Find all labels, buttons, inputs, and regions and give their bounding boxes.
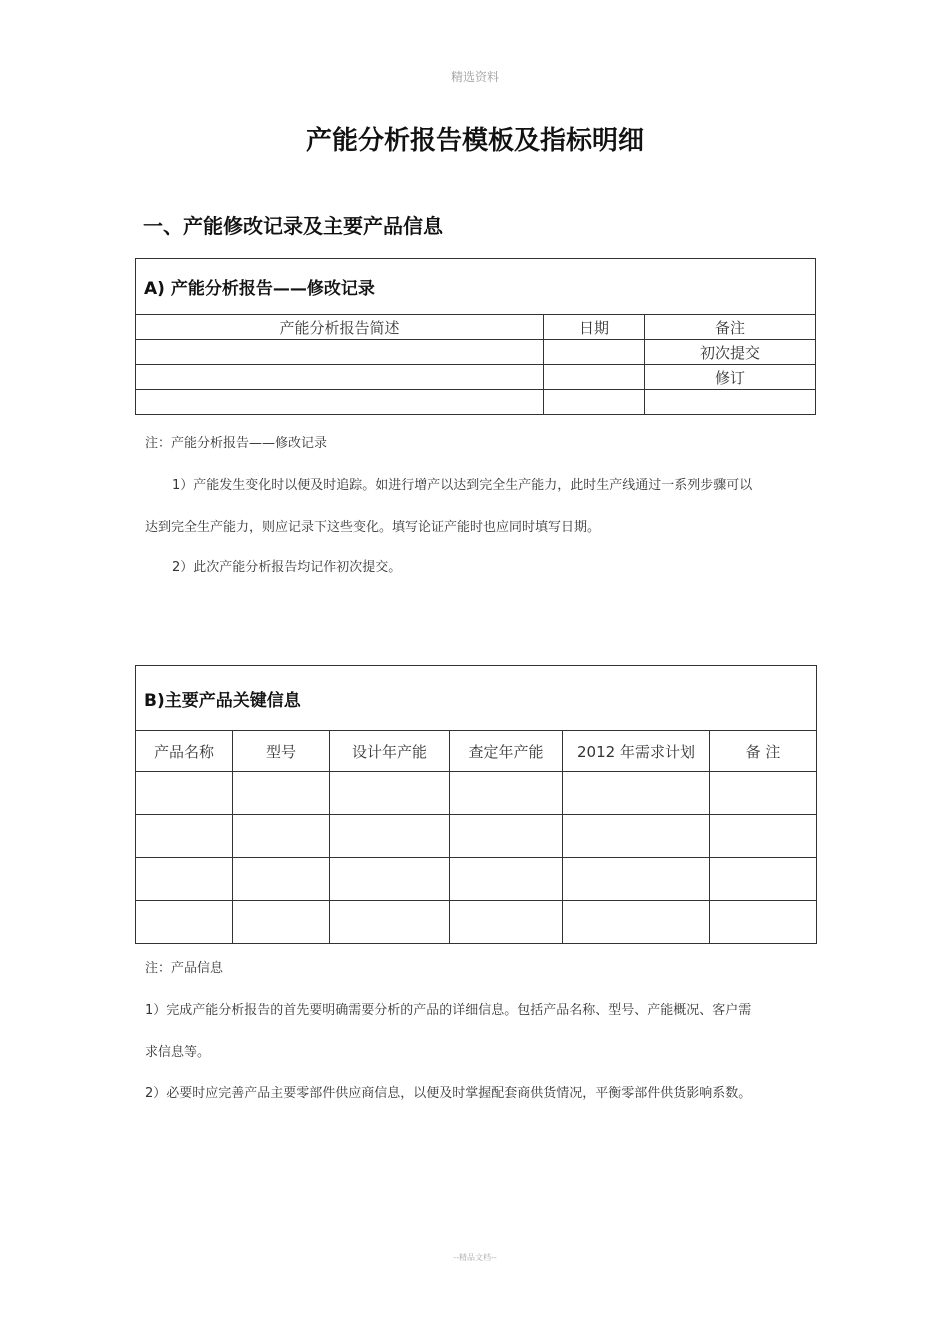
table-cell [450,858,563,901]
table-cell [563,815,710,858]
note-item-continued: 达到完全生产能力，则应记录下这些变化。填写论证产能时也应同时填写日期。 [145,520,601,535]
table-header-row [136,731,817,772]
note-item: 1）完成产能分析报告的首先要明确需要分析的产品的详细信息。包括产品名称、型号、产能概况、客户需 [145,1003,752,1018]
table-cell [645,390,816,415]
table-cell [233,815,330,858]
page-footer: --精品文档-- [453,1253,497,1262]
table-cell [330,772,450,815]
column-header: 产品名称 [136,731,233,772]
table-row [136,815,817,858]
table-cell [233,858,330,901]
column-header: 型号 [233,731,330,772]
column-header: 备 注 [710,731,817,772]
table-cell [136,858,233,901]
table-cell [136,772,233,815]
table-cell [136,390,544,415]
column-header: 查定年产能 [450,731,563,772]
note-item-continued: 求信息等。 [145,1045,211,1060]
revision-record-table [135,258,816,415]
table-cell [233,772,330,815]
table-cell [450,815,563,858]
product-info-table [135,665,817,944]
table-cell: 修订 [645,365,816,390]
table-cell [330,815,450,858]
table-cell [450,901,563,944]
table-header-row [136,315,816,340]
table-row [136,390,816,415]
section-heading: 一、产能修改记录及主要产品信息 [143,214,443,238]
table-caption: B)主要产品关键信息 [136,666,817,731]
table-row [136,901,817,944]
table-cell [710,815,817,858]
table-cell [563,772,710,815]
table-cell: 初次提交 [645,340,816,365]
table-cell [136,901,233,944]
table-cell [544,365,645,390]
table-cell [710,858,817,901]
table-cell [450,772,563,815]
table-row [136,365,816,390]
document-title: 产能分析报告模板及指标明细 [305,126,644,156]
table-cell [330,858,450,901]
column-header: 备注 [645,315,816,340]
table-cell [710,901,817,944]
table-cell [136,365,544,390]
table-caption: A) 产能分析报告——修改记录 [136,259,816,315]
table-cell [563,858,710,901]
table-row [136,858,817,901]
note-item: 2）必要时应完善产品主要零部件供应商信息，以便及时掌握配套商供货情况，平衡零部件供货影响系数。 [145,1086,752,1101]
table-cell [710,772,817,815]
table-cell [136,815,233,858]
note-item: 2）此次产能分析报告均记作初次提交。 [172,560,402,575]
note-title: 注：产能分析报告——修改记录 [145,436,328,451]
table-cell [136,340,544,365]
table-cell [544,390,645,415]
page-header: 精选资料 [450,70,499,84]
column-header: 2012 年需求计划 [563,731,710,772]
table-cell [233,901,330,944]
table-cell [563,901,710,944]
note-title: 注：产品信息 [145,961,224,976]
column-header: 设计年产能 [330,731,450,772]
column-header: 日期 [544,315,645,340]
column-header: 产能分析报告简述 [136,315,544,340]
table-cell [544,340,645,365]
table-row [136,340,816,365]
table-row [136,772,817,815]
note-item: 1）产能发生变化时以便及时追踪。如进行增产以达到完全生产能力，此时生产线通过一系列步骤可以 [172,478,753,493]
table-cell [330,901,450,944]
